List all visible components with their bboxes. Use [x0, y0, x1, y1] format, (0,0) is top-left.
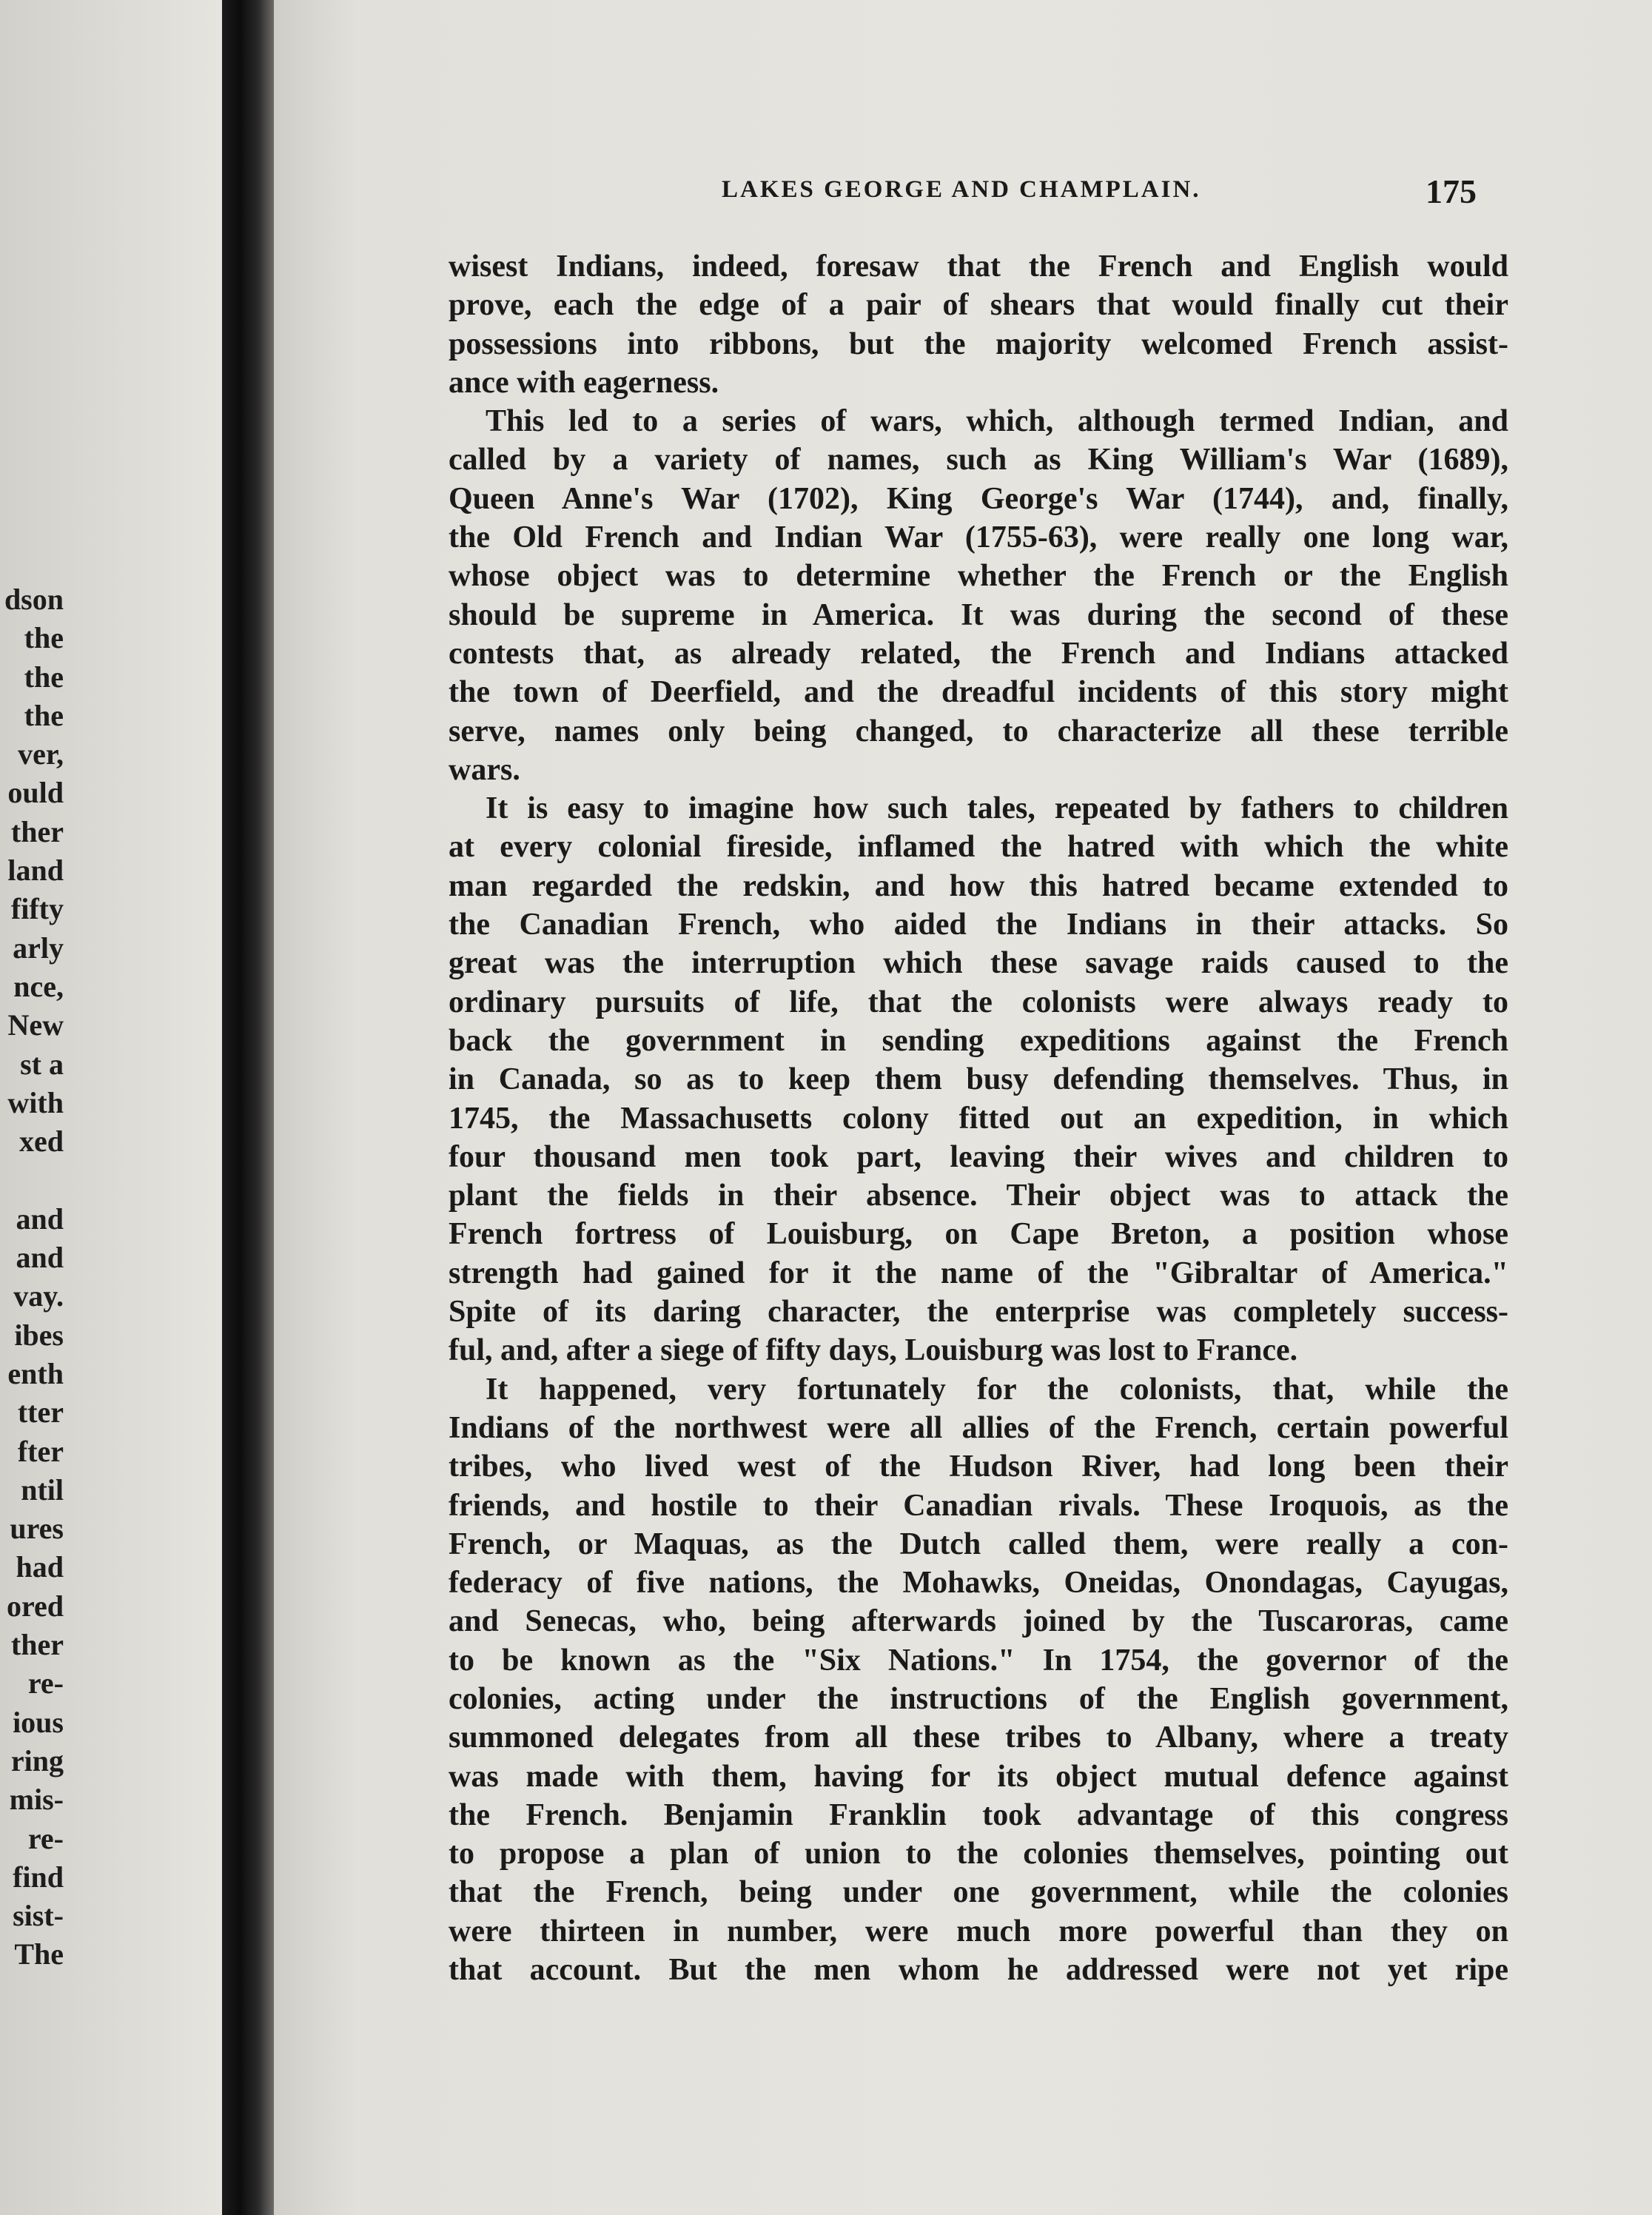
body-text-line: federacy of five nations, the Mohawks, Oneidas, Onondagas, Cayugas,: [449, 1566, 1508, 1601]
body-text-line: Spite of its daring character, the enterprise was completely success-: [449, 1295, 1508, 1330]
left-page-line-fragment: ibes: [14, 1318, 64, 1352]
left-page-line-fragment: [0, 1161, 64, 1199]
running-head-title: LAKES GEORGE AND CHAMPLAIN.: [722, 176, 1201, 203]
body-text-line: the Old French and Indian War (1755-63), were really one long war,: [449, 520, 1508, 555]
left-page-line-fragment: the: [24, 698, 64, 732]
body-text-line: strength had gained for it the name of the "Gibraltar of America.": [449, 1256, 1508, 1290]
body-text-line: friends, and hostile to their Canadian rivals. These Iroquois, as the: [449, 1488, 1508, 1523]
left-page-line-fragment: mis-: [9, 1783, 64, 1817]
page-number: 175: [1426, 172, 1477, 210]
body-text-line: were thirteen in number, were much more powerful than they on: [449, 1914, 1508, 1948]
left-page-line-fragment: xed: [19, 1125, 64, 1159]
left-page-line-fragment: ntil: [21, 1472, 64, 1507]
body-text-line: possessions into ribbons, but the majority welcomed French assist-: [449, 326, 1508, 361]
body-text-line: French, or Maquas, as the Dutch called them, were really a con-: [449, 1527, 1508, 1561]
left-page-line-fragment: fter: [17, 1434, 64, 1468]
left-page-line-fragment: and: [16, 1202, 64, 1236]
body-text-line: back the government in sending expeditions against the French: [449, 1023, 1508, 1058]
left-page-line-fragment: The: [14, 1937, 64, 1971]
body-text-line: four thousand men took part, leaving their wives and children to: [449, 1139, 1508, 1174]
body-text-line: French fortress of Louisburg, on Cape Breton, a position whose: [449, 1217, 1508, 1252]
body-text-line: ordinary pursuits of life, that the colonists were always ready to: [449, 985, 1508, 1019]
body-text-line: summoned delegates from all these tribes to Albany, where a treaty: [449, 1720, 1508, 1755]
body-text-line: whose object was to determine whether the French or the English: [449, 559, 1508, 594]
body-text-line: great was the interruption which these savage raids caused to the: [449, 946, 1508, 981]
body-text-line: the French. Benjamin Franklin took advantage of this congress: [449, 1797, 1508, 1832]
left-page-line-fragment: the: [24, 621, 64, 655]
left-page-line-fragment: enth: [7, 1356, 64, 1390]
body-text-line: ance with eagerness.: [449, 365, 719, 400]
left-page-line-fragment: ious: [13, 1705, 64, 1739]
body-text-line: contests that, as already related, the French and Indians attacked: [449, 636, 1508, 671]
body-text-line: Queen Anne's War (1702), King George's War (1744), and, finally,: [449, 481, 1508, 516]
left-page-line-fragment: st a: [20, 1047, 64, 1081]
body-text-line: tribes, who lived west of the Hudson River, had long been their: [449, 1450, 1508, 1484]
left-page-line-fragment: ored: [6, 1589, 64, 1623]
body-text-line: was made with them, having for its object mutual defence against: [449, 1759, 1508, 1794]
left-page-line-fragment: nce,: [13, 969, 64, 1003]
body-text-line: and Senecas, who, being afterwards joined by the Tuscaroras, came: [449, 1604, 1508, 1639]
body-text-line: called by a variety of names, such as King William's War (1689),: [449, 443, 1508, 477]
left-page-line-fragment: dson: [4, 583, 64, 616]
left-page-line-fragment: arly: [13, 931, 64, 965]
left-page-line-fragment: land: [7, 854, 64, 888]
body-text-line: 1745, the Massachusetts colony fitted out an expedition, in which: [449, 1101, 1508, 1136]
body-text-line: at every colonial fireside, inflamed the hatred with which the white: [449, 830, 1508, 865]
body-text-line: man regarded the redskin, and how this hatred became extended to: [449, 868, 1508, 903]
body-text-line: plant the fields in their absence. Their object was to attack the: [449, 1179, 1508, 1213]
left-page-line-fragment: vay.: [13, 1279, 64, 1313]
body-text-line: wars.: [449, 752, 520, 787]
body-text-line: It is easy to imagine how such tales, repeated by fathers to children: [486, 791, 1508, 826]
body-text-line: to propose a plan of union to the colonies themselves, pointing out: [449, 1837, 1508, 1871]
body-text-line: in Canada, so as to keep them busy defending themselves. Thus, in: [449, 1062, 1508, 1097]
left-page-line-fragment: ould: [7, 776, 64, 810]
left-page-line-fragment: tter: [17, 1395, 64, 1430]
body-text-line: that account. But the men whom he addressed were not yet ripe: [449, 1953, 1508, 1988]
body-text-line: wisest Indians, indeed, foresaw that the French and English would: [449, 249, 1508, 284]
body-text-line: serve, names only being changed, to characterize all these terrible: [449, 714, 1508, 748]
left-page-line-fragment: had: [16, 1550, 64, 1584]
body-text-line: to be known as the "Six Nations." In 1754, the governor of the: [449, 1643, 1508, 1678]
left-page-line-fragments: [0, 580, 64, 1974]
body-text-line: that the French, being under one government, while the colonies: [449, 1875, 1508, 1910]
body-text-line: the town of Deerfield, and the dreadful incidents of this story might: [449, 675, 1508, 710]
body-text-line: Indians of the northwest were all allies of the French, certain powerful: [449, 1410, 1508, 1445]
left-page-line-fragment: sist-: [13, 1899, 64, 1933]
book-binding-gutter: [222, 0, 274, 2215]
left-page-line-fragment: fifty: [10, 892, 64, 926]
left-page-line-fragment: ther: [10, 814, 64, 848]
left-page-line-fragment: re-: [27, 1821, 64, 1855]
left-page-line-fragment: re-: [27, 1666, 64, 1700]
left-page-line-fragment: with: [7, 1085, 64, 1119]
body-text-line: colonies, acting under the instructions of the English government,: [449, 1681, 1508, 1716]
left-page-line-fragment: ring: [10, 1743, 64, 1777]
body-text-line: should be supreme in America. It was during the second of these: [449, 597, 1508, 632]
left-page-line-fragment: the: [24, 660, 64, 694]
body-text-line: prove, each the edge of a pair of shears that would finally cut their: [449, 288, 1508, 323]
body-text-line: ful, and, after a siege of fifty days, Louisburg was lost to France.: [449, 1333, 1298, 1368]
left-page-line-fragment: ures: [10, 1512, 64, 1546]
body-text-line: It happened, very fortunately for the colonists, that, while the: [486, 1372, 1508, 1407]
body-text: [449, 247, 1508, 1989]
left-page-line-fragment: New: [7, 1008, 64, 1042]
left-page-line-fragment: ver,: [18, 737, 64, 771]
body-text-line: the Canadian French, who aided the Indians in their attacks. So: [449, 908, 1508, 942]
left-page-line-fragment: find: [13, 1860, 64, 1894]
left-page-line-fragment: and: [16, 1241, 64, 1275]
body-text-line: This led to a series of wars, which, although termed Indian, and: [486, 404, 1508, 439]
left-facing-page: [0, 0, 222, 2215]
left-page-line-fragment: ther: [10, 1628, 64, 1662]
